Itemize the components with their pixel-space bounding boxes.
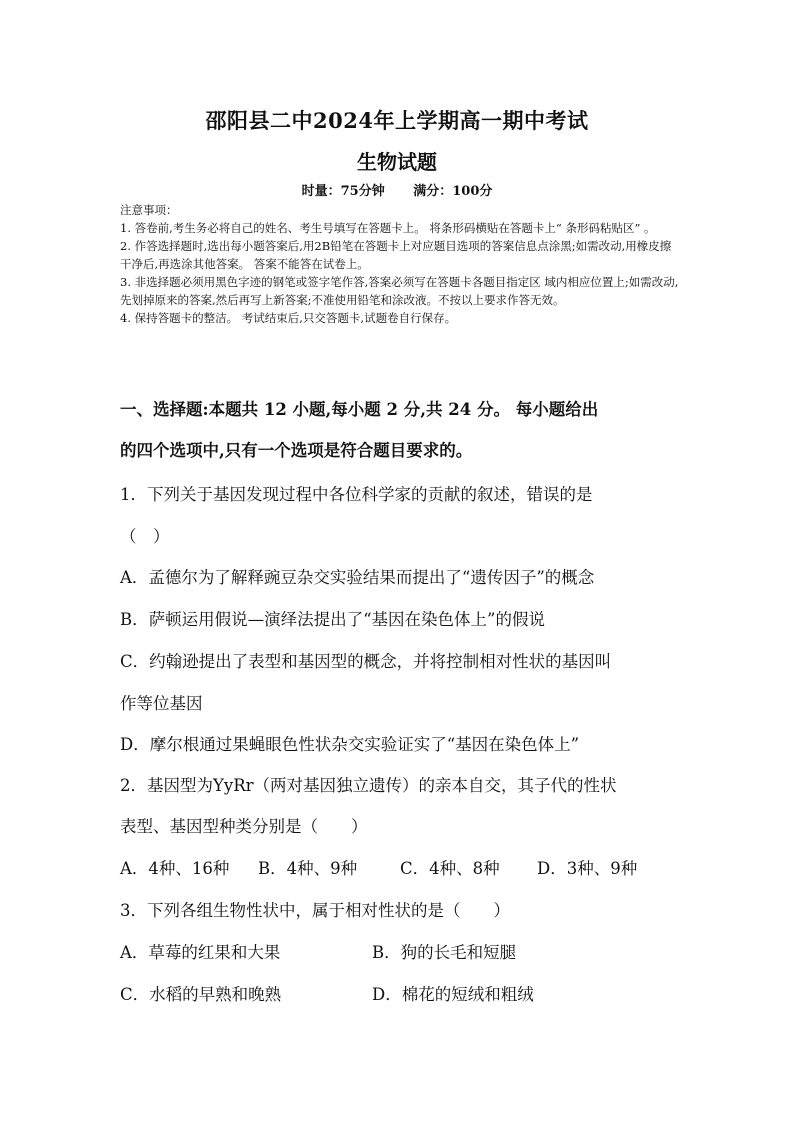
q2-stem-cont: 表型、基因型种类分别是（ ） xyxy=(120,817,368,836)
q1-option-b: B．萨顿运用假说—演绎法提出了“基因在染色体上”的假说 xyxy=(120,610,545,629)
q1-stem: 1．下列关于基因发现过程中各位科学家的贡献的叙述，错误的是 xyxy=(120,485,593,504)
q2-option-d: D．3种、9种 xyxy=(537,859,638,878)
notice-heading: 注意事项： xyxy=(120,203,178,217)
q1-option-d: D．摩尔根通过果蝇眼色性状杂交实验证实了“基因在染色体上” xyxy=(120,735,580,754)
q1-option-c: C．约翰逊提出了表型和基因型的概念，并将控制相对性状的基因叫 xyxy=(120,652,612,671)
q2-option-c: C．4种、8种 xyxy=(400,859,500,878)
exam-score: 满分：100分 xyxy=(413,184,493,199)
q1-option-a: A．孟德尔为了解释豌豆杂交实验结果而提出了“遗传因子”的概念 xyxy=(120,568,595,587)
notice-item: 3. 非选择题必须用黑色字迹的钢笔或签字笔作答,答案必须写在答题卡各题目指定区 域内相应位置上;如需改动,先划掉原来的答案,然后再写上新答案;不准使用铅笔和涂改液。不按以上要求作答无效。 xyxy=(120,275,679,307)
q3-option-b: B．狗的长毛和短腿 xyxy=(372,943,517,962)
section-heading-line-2: 的四个选项中,只有一个选项是符合题目要求的。 xyxy=(120,441,473,460)
notice-item: 1. 答卷前,考生务必将自己的姓名、考生号填写在答题卡上。 将条形码横贴在答题卡上“ 条形码粘贴区” 。 xyxy=(120,221,656,235)
q3-stem: 3．下列各组生物性状中，属于相对性状的是（ ） xyxy=(120,901,510,920)
notice-block xyxy=(120,201,680,327)
q2-option-a: A．4种、16种 xyxy=(120,859,230,878)
q2-option-b: B．4种、9种 xyxy=(258,859,358,878)
q2-stem: 2．基因型为YyRr（两对基因独立遗传）的亲本自交，其子代的性状 xyxy=(120,776,617,795)
notice-item: 4. 保持答题卡的整洁。 考试结束后,只交答题卡,试题卷自行保存。 xyxy=(120,311,457,325)
notice-item: 2. 作答选择题时,选出每小题答案后,用2B铅笔在答题卡上对应题目选项的答案信息点涂黑;如需改动,用橡皮擦干净后,再选涂其他答案。 答案不能答在试卷上。 xyxy=(120,239,672,271)
q1-option-c-cont: 作等位基因 xyxy=(120,694,203,713)
section-heading-line-1: 一、选择题:本题共 12 小题,每小题 2 分,共 24 分。 每小题给出 xyxy=(120,400,599,419)
exam-time: 时量：75分钟 xyxy=(301,184,385,199)
q1-stem-bracket: （ ） xyxy=(120,527,170,546)
q3-option-a: A．草莓的红果和大果 xyxy=(120,943,281,962)
q3-option-d: D．棉花的短绒和粗绒 xyxy=(372,985,534,1004)
exam-title: 邵阳县二中2024年上学期高一期中考试 xyxy=(205,108,589,133)
q3-option-c: C．水稻的早熟和晚熟 xyxy=(120,985,282,1004)
exam-subtitle: 生物试题 xyxy=(357,150,437,174)
exam-meta xyxy=(0,180,794,199)
